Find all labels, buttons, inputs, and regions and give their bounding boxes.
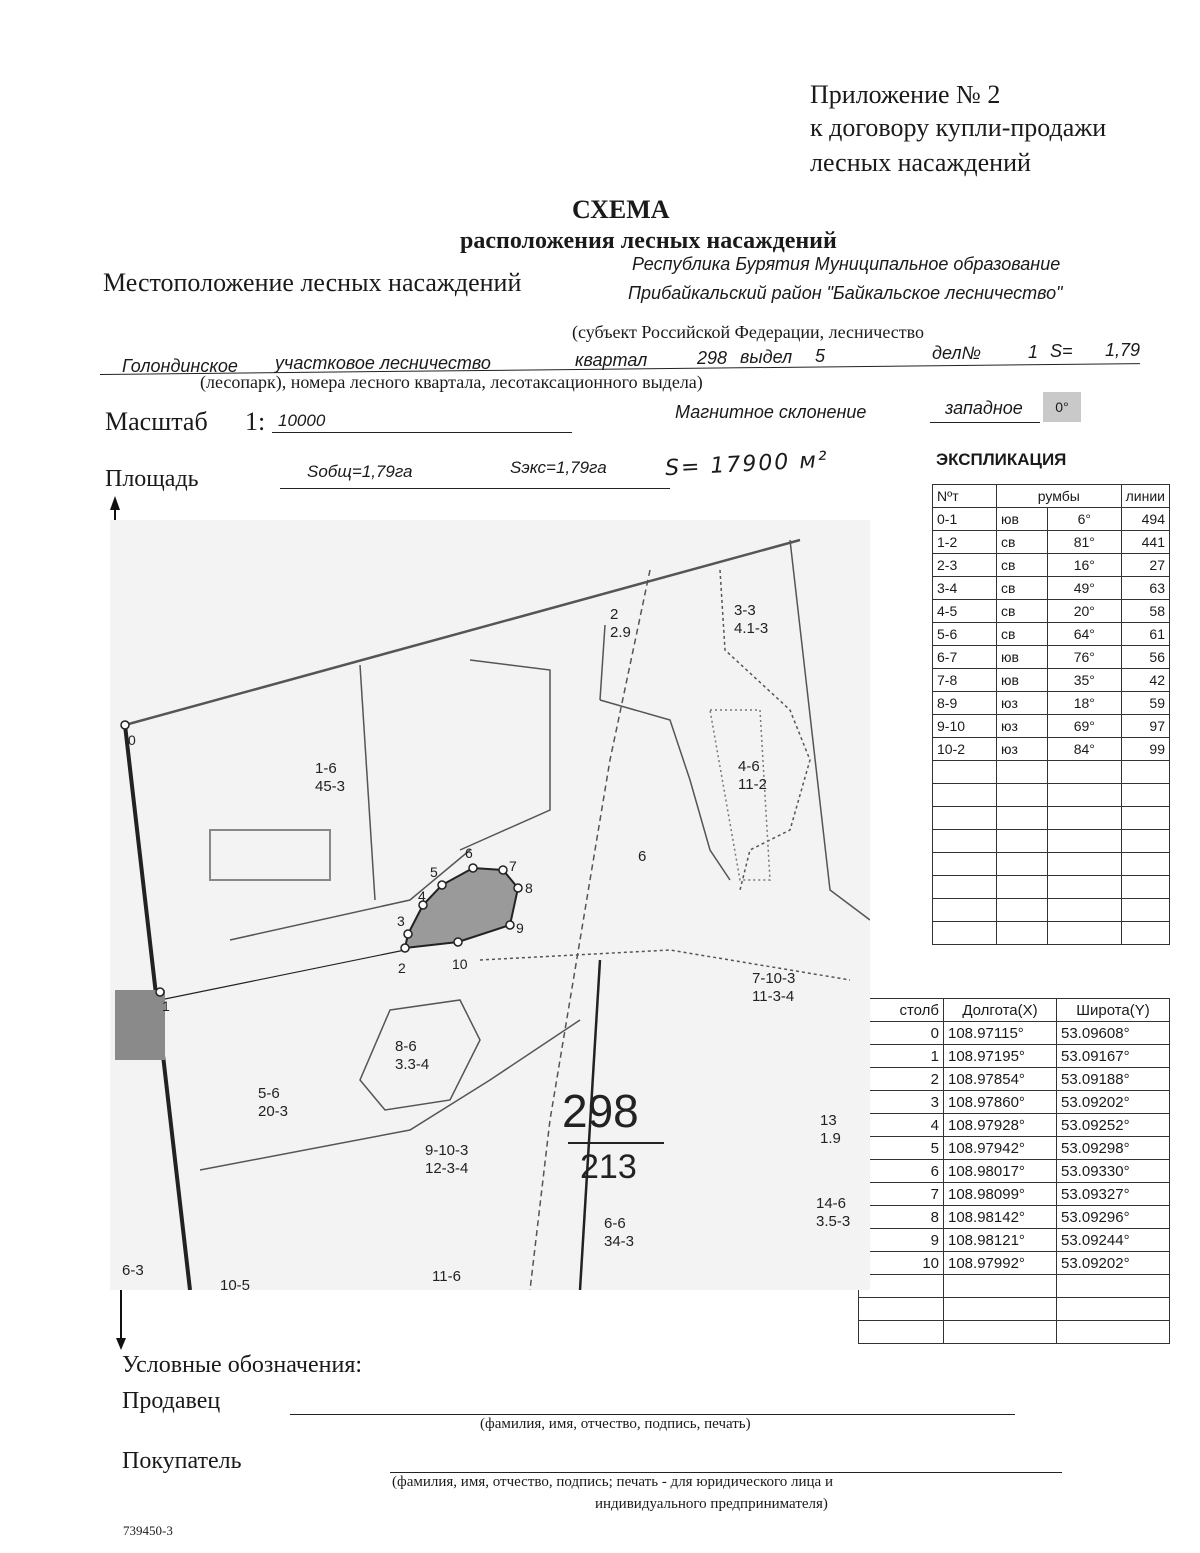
location-note-top: (субъект Российской Федерации, лесничество bbox=[572, 322, 925, 342]
coords-header-row bbox=[859, 999, 1170, 1022]
coords-cell-lon: 108.98099° bbox=[944, 1183, 1057, 1206]
explication-cell-dir: юв bbox=[997, 669, 1048, 692]
coords-row bbox=[859, 1022, 1170, 1045]
coords-cell-lat: 53.09202° bbox=[1057, 1091, 1170, 1114]
explication-cell-len bbox=[1121, 761, 1169, 784]
vydel-value: 5 bbox=[815, 346, 826, 366]
map-section-line-9 bbox=[200, 1020, 580, 1170]
explication-cell-no bbox=[933, 899, 997, 922]
explication-cell-dir bbox=[997, 761, 1048, 784]
explication-cell-no bbox=[933, 876, 997, 899]
map-point-label-4: 4 bbox=[418, 888, 426, 904]
explication-cell-len: 63 bbox=[1121, 577, 1169, 600]
explication-header-rumb: румбы bbox=[997, 485, 1122, 508]
coords-cell-post: 4 bbox=[859, 1114, 944, 1137]
explication-cell-len: 99 bbox=[1121, 738, 1169, 761]
explication-cell-no: 2-3 bbox=[933, 554, 997, 577]
explication-row bbox=[933, 531, 1170, 554]
explication-cell-no bbox=[933, 853, 997, 876]
coords-cell-lon: 108.97115° bbox=[944, 1022, 1057, 1045]
appendix-line-2: к договору купли-продажи bbox=[810, 113, 1107, 142]
explication-cell-dir: св bbox=[997, 600, 1048, 623]
explication-cell-dir: св bbox=[997, 531, 1048, 554]
explication-cell-angle bbox=[1048, 830, 1122, 853]
coords-cell-lat: 53.09252° bbox=[1057, 1114, 1170, 1137]
coords-cell-lon: 108.98142° bbox=[944, 1206, 1057, 1229]
explication-row bbox=[933, 508, 1170, 531]
explication-row bbox=[933, 646, 1170, 669]
coords-header-post: столб bbox=[859, 999, 944, 1022]
map-point-2 bbox=[401, 944, 409, 952]
coords-row bbox=[859, 1183, 1170, 1206]
map-point-label-1: 1 bbox=[162, 998, 170, 1014]
explication-cell-dir: юз bbox=[997, 738, 1048, 761]
seller-signature-line bbox=[290, 1414, 1015, 1415]
explication-cell-len bbox=[1121, 876, 1169, 899]
explication-cell-no: 0-1 bbox=[933, 508, 997, 531]
explication-cell-no: 4-5 bbox=[933, 600, 997, 623]
explication-cell-angle: 69° bbox=[1048, 715, 1122, 738]
explication-cell-len: 56 bbox=[1121, 646, 1169, 669]
coords-cell-lon bbox=[944, 1321, 1057, 1344]
coords-cell-lat bbox=[1057, 1321, 1170, 1344]
map-point-1 bbox=[156, 988, 164, 996]
explication-cell-no: 5-6 bbox=[933, 623, 997, 646]
coords-row bbox=[859, 1321, 1170, 1344]
coords-row bbox=[859, 1275, 1170, 1298]
coords-header-lon: Долгота(X) bbox=[944, 999, 1057, 1022]
explication-cell-angle: 20° bbox=[1048, 600, 1122, 623]
map-point-label-0: 0 bbox=[128, 732, 136, 748]
del-label: дел№ bbox=[932, 343, 982, 363]
explication-cell-no: 6-7 bbox=[933, 646, 997, 669]
coords-cell-post: 10 bbox=[859, 1252, 944, 1275]
explication-cell-angle: 64° bbox=[1048, 623, 1122, 646]
coords-table bbox=[858, 998, 1170, 1344]
coords-cell-lat: 53.09296° bbox=[1057, 1206, 1170, 1229]
coords-cell-lat bbox=[1057, 1275, 1170, 1298]
coords-cell-lon: 108.97992° bbox=[944, 1252, 1057, 1275]
explication-cell-no bbox=[933, 784, 997, 807]
map-point-label-2: 2 bbox=[398, 960, 406, 976]
explication-cell-dir: св bbox=[997, 554, 1048, 577]
explication-cell-no: 9-10 bbox=[933, 715, 997, 738]
quarter-area: 213 bbox=[580, 1148, 637, 1186]
map-point-9 bbox=[506, 921, 514, 929]
explication-header-no: Nºт bbox=[933, 485, 997, 508]
explication-table bbox=[932, 484, 1170, 945]
explication-cell-dir bbox=[997, 807, 1048, 830]
explication-cell-dir: юз bbox=[997, 692, 1048, 715]
explication-cell-len: 441 bbox=[1121, 531, 1169, 554]
coords-row bbox=[859, 1137, 1170, 1160]
map-point-10 bbox=[454, 938, 462, 946]
s-value: 1,79 bbox=[1105, 340, 1141, 360]
explication-cell-no: 10-2 bbox=[933, 738, 997, 761]
explication-cell-dir: юв bbox=[997, 646, 1048, 669]
coords-row bbox=[859, 1229, 1170, 1252]
explication-cell-no bbox=[933, 807, 997, 830]
document-code: 739450-3 bbox=[123, 1523, 173, 1538]
seller-note: (фамилия, имя, отчество, подпись, печать) bbox=[480, 1416, 751, 1432]
explication-row bbox=[933, 600, 1170, 623]
declination-direction: западное bbox=[945, 398, 1023, 418]
map-boundary-top bbox=[125, 540, 800, 725]
del-value: 1 bbox=[1028, 342, 1039, 362]
coords-row bbox=[859, 1206, 1170, 1229]
map-section-label: 1-6 45-3 bbox=[315, 760, 346, 795]
map-section-line-1 bbox=[460, 660, 550, 850]
explication-cell-len: 27 bbox=[1121, 554, 1169, 577]
explication-cell-angle: 18° bbox=[1048, 692, 1122, 715]
buyer-label: Покупатель bbox=[122, 1448, 242, 1474]
area-handwritten: S= 17900 м² bbox=[664, 447, 830, 482]
coords-cell-post: 3 bbox=[859, 1091, 944, 1114]
explication-cell-dir: юв bbox=[997, 508, 1048, 531]
map-point-label-6: 6 bbox=[465, 845, 473, 861]
coords-cell-lat bbox=[1057, 1298, 1170, 1321]
map-section-label: 3-3 4.1-3 bbox=[734, 602, 769, 637]
map-section-label: 13 1.9 bbox=[820, 1112, 841, 1147]
district-name: участковое лесничество bbox=[275, 353, 491, 373]
coords-cell-lat: 53.09298° bbox=[1057, 1137, 1170, 1160]
scale-label: Масштаб bbox=[105, 407, 208, 436]
explication-cell-dir bbox=[997, 899, 1048, 922]
coords-row bbox=[859, 1068, 1170, 1091]
map-point-6 bbox=[469, 864, 477, 872]
location-note-bottom: (лесопарк), номера лесного квартала, лесотаксационного выдела) bbox=[200, 372, 703, 392]
seller-label: Продавец bbox=[122, 1388, 221, 1414]
coords-cell-post: 1 bbox=[859, 1045, 944, 1068]
buyer-note-line-1: (фамилия, имя, отчество, подпись; печать - для юридического лица и bbox=[392, 1474, 833, 1490]
explication-row bbox=[933, 715, 1170, 738]
scale-underline bbox=[272, 432, 572, 433]
coords-cell-post: 7 bbox=[859, 1183, 944, 1206]
area-label: Площадь bbox=[105, 466, 199, 492]
quarter-divider bbox=[568, 1142, 664, 1144]
map-point-0 bbox=[121, 721, 129, 729]
scale-value: 10000 bbox=[278, 411, 326, 430]
explication-cell-angle bbox=[1048, 784, 1122, 807]
declination-underline bbox=[930, 422, 1040, 423]
explication-cell-len bbox=[1121, 922, 1169, 945]
explication-cell-angle: 84° bbox=[1048, 738, 1122, 761]
coords-cell-lon: 108.97942° bbox=[944, 1137, 1057, 1160]
explication-cell-dir bbox=[997, 830, 1048, 853]
coords-cell-lat: 53.09188° bbox=[1057, 1068, 1170, 1091]
explication-cell-len: 61 bbox=[1121, 623, 1169, 646]
coords-cell-lon: 108.98017° bbox=[944, 1160, 1057, 1183]
explication-cell-angle bbox=[1048, 899, 1122, 922]
explication-row bbox=[933, 830, 1170, 853]
explication-cell-dir bbox=[997, 784, 1048, 807]
coords-cell-post bbox=[859, 1321, 944, 1344]
map-section-label: 11-6 bbox=[432, 1268, 461, 1285]
map-hatch-area bbox=[710, 710, 770, 880]
explication-cell-dir bbox=[997, 922, 1048, 945]
explication-cell-no: 1-2 bbox=[933, 531, 997, 554]
map-point-8 bbox=[514, 884, 522, 892]
coords-cell-post: 2 bbox=[859, 1068, 944, 1091]
coords-row bbox=[859, 1298, 1170, 1321]
south-arrow-icon bbox=[116, 1338, 126, 1350]
kvartal-value: 298 bbox=[697, 348, 728, 368]
explication-header-line: линии bbox=[1121, 485, 1169, 508]
explication-row bbox=[933, 577, 1170, 600]
explication-row bbox=[933, 692, 1170, 715]
coords-row bbox=[859, 1114, 1170, 1137]
map-point-label-7: 7 bbox=[509, 858, 517, 874]
explication-cell-angle bbox=[1048, 807, 1122, 830]
legend-label: Условные обозначения: bbox=[122, 1352, 363, 1378]
map-section-label: 4-6 11-2 bbox=[738, 758, 767, 793]
explication-cell-dir: св bbox=[997, 623, 1048, 646]
explication-cell-angle: 16° bbox=[1048, 554, 1122, 577]
explication-cell-dir: юз bbox=[997, 715, 1048, 738]
forest-map bbox=[110, 520, 870, 1290]
explication-cell-angle: 6° bbox=[1048, 508, 1122, 531]
buyer-signature-line bbox=[390, 1472, 1062, 1473]
explication-row bbox=[933, 922, 1170, 945]
explication-header-row bbox=[933, 485, 1170, 508]
coords-cell-post: 6 bbox=[859, 1160, 944, 1183]
map-point-label-5: 5 bbox=[430, 864, 438, 880]
explication-title: ЭКСПЛИКАЦИЯ bbox=[936, 450, 1067, 469]
explication-cell-len: 58 bbox=[1121, 600, 1169, 623]
explication-cell-angle: 49° bbox=[1048, 577, 1122, 600]
map-section-label: 10-5 bbox=[220, 1277, 251, 1290]
area-underline bbox=[280, 488, 670, 489]
coords-row bbox=[859, 1091, 1170, 1114]
coords-cell-lon: 108.98121° bbox=[944, 1229, 1057, 1252]
explication-row bbox=[933, 554, 1170, 577]
coords-cell-post bbox=[859, 1298, 944, 1321]
explication-cell-len: 42 bbox=[1121, 669, 1169, 692]
explication-cell-no: 3-4 bbox=[933, 577, 997, 600]
explication-cell-len: 97 bbox=[1121, 715, 1169, 738]
explication-cell-len bbox=[1121, 830, 1169, 853]
location-value-line-1: Республика Бурятия Муниципальное образование bbox=[632, 254, 1061, 274]
map-section-line-3 bbox=[600, 700, 730, 880]
explication-cell-angle: 76° bbox=[1048, 646, 1122, 669]
map-section-label: 7-10-3 11-3-4 bbox=[752, 970, 796, 1005]
coords-cell-post: 9 bbox=[859, 1229, 944, 1252]
map-section-line-4 bbox=[600, 625, 605, 700]
explication-cell-no bbox=[933, 830, 997, 853]
appendix-line-1: Приложение № 2 bbox=[810, 80, 1001, 109]
location-value-line-2: Прибайкальский район "Байкальское лесничество" bbox=[628, 283, 1063, 303]
coords-cell-lat: 53.09202° bbox=[1057, 1252, 1170, 1275]
declination-value: 0° bbox=[1043, 392, 1081, 422]
explication-cell-dir bbox=[997, 876, 1048, 899]
map-point-7 bbox=[499, 866, 507, 874]
map-section-line-10 bbox=[790, 540, 870, 920]
kvartal-label: квартал bbox=[575, 350, 648, 370]
map-point-3 bbox=[404, 930, 412, 938]
explication-cell-angle bbox=[1048, 761, 1122, 784]
explication-cell-len bbox=[1121, 784, 1169, 807]
explication-row bbox=[933, 807, 1170, 830]
explication-cell-len bbox=[1121, 899, 1169, 922]
coords-cell-lon bbox=[944, 1275, 1057, 1298]
map-point-label-8: 8 bbox=[525, 880, 533, 896]
document-subtitle: расположения лесных насаждений bbox=[460, 228, 837, 254]
map-section-label: 8-6 3.3-4 bbox=[395, 1038, 430, 1073]
map-point-label-3: 3 bbox=[397, 913, 405, 929]
coords-row bbox=[859, 1252, 1170, 1275]
explication-row bbox=[933, 738, 1170, 761]
explication-cell-angle: 81° bbox=[1048, 531, 1122, 554]
coords-cell-lat: 53.09244° bbox=[1057, 1229, 1170, 1252]
explication-cell-angle bbox=[1048, 853, 1122, 876]
explication-cell-dir: св bbox=[997, 577, 1048, 600]
explication-row bbox=[933, 899, 1170, 922]
map-section-label: 14-6 3.5-3 bbox=[816, 1195, 851, 1230]
coords-row bbox=[859, 1160, 1170, 1183]
map-cutting-line bbox=[160, 950, 405, 1000]
explication-cell-angle bbox=[1048, 876, 1122, 899]
explication-cell-no: 8-9 bbox=[933, 692, 997, 715]
coords-cell-post bbox=[859, 1275, 944, 1298]
map-point-label-10: 10 bbox=[452, 956, 468, 972]
map-section-label: 5-6 20-3 bbox=[258, 1085, 289, 1120]
document-title: СХЕМА bbox=[572, 195, 670, 224]
explication-cell-angle: 35° bbox=[1048, 669, 1122, 692]
map-section-label: 6 bbox=[638, 848, 647, 865]
map-dark-block bbox=[115, 990, 165, 1060]
explication-cell-len bbox=[1121, 853, 1169, 876]
coords-row bbox=[859, 1045, 1170, 1068]
map-road-block bbox=[210, 830, 330, 880]
vydel-label: выдел bbox=[740, 347, 793, 367]
coords-cell-lat: 53.09167° bbox=[1057, 1045, 1170, 1068]
map-section-label: 9-10-3 12-3-4 bbox=[425, 1142, 469, 1177]
map-section-label: 6-6 34-3 bbox=[604, 1215, 635, 1250]
explication-row bbox=[933, 784, 1170, 807]
explication-cell-no: 7-8 bbox=[933, 669, 997, 692]
explication-cell-len: 59 bbox=[1121, 692, 1169, 715]
scale-prefix: 1: bbox=[245, 407, 266, 436]
explication-row bbox=[933, 876, 1170, 899]
coords-cell-post: 8 bbox=[859, 1206, 944, 1229]
location-label: Местоположение лесных насаждений bbox=[103, 268, 522, 297]
explication-cell-len bbox=[1121, 807, 1169, 830]
s-label: S= bbox=[1050, 341, 1073, 361]
explication-row bbox=[933, 669, 1170, 692]
coords-cell-lon: 108.97195° bbox=[944, 1045, 1057, 1068]
south-arrow-shaft bbox=[120, 1290, 122, 1340]
explication-cell-dir bbox=[997, 853, 1048, 876]
appendix-line-3: лесных насаждений bbox=[810, 148, 1031, 177]
area-exploit: Sэкс=1,79га bbox=[510, 458, 607, 477]
coords-cell-lon bbox=[944, 1298, 1057, 1321]
coords-header-lat: Широта(Y) bbox=[1057, 999, 1170, 1022]
map-section-label: 6-3 bbox=[122, 1262, 144, 1279]
explication-cell-no bbox=[933, 922, 997, 945]
coords-cell-lat: 53.09330° bbox=[1057, 1160, 1170, 1183]
coords-cell-post: 5 bbox=[859, 1137, 944, 1160]
coords-cell-lat: 53.09327° bbox=[1057, 1183, 1170, 1206]
coords-cell-post: 0 bbox=[859, 1022, 944, 1045]
forestry-name: Голондинское bbox=[122, 356, 238, 376]
declination-label: Магнитное склонение bbox=[675, 402, 867, 422]
explication-cell-no bbox=[933, 761, 997, 784]
map-section-line-2 bbox=[360, 665, 375, 900]
explication-row bbox=[933, 853, 1170, 876]
quarter-number: 298 bbox=[562, 1085, 639, 1137]
coords-cell-lat: 53.09608° bbox=[1057, 1022, 1170, 1045]
coords-cell-lon: 108.97854° bbox=[944, 1068, 1057, 1091]
map-point-label-9: 9 bbox=[516, 920, 524, 936]
map-section-label: 2 2.9 bbox=[610, 606, 631, 641]
area-total: Sобщ=1,79га bbox=[307, 462, 413, 481]
explication-cell-angle bbox=[1048, 922, 1122, 945]
coords-cell-lon: 108.97928° bbox=[944, 1114, 1057, 1137]
buyer-note-line-2: индивидуального предпринимателя) bbox=[595, 1496, 828, 1512]
explication-row bbox=[933, 623, 1170, 646]
map-point-5 bbox=[438, 881, 446, 889]
coords-cell-lon: 108.97860° bbox=[944, 1091, 1057, 1114]
explication-cell-len: 494 bbox=[1121, 508, 1169, 531]
explication-row bbox=[933, 761, 1170, 784]
